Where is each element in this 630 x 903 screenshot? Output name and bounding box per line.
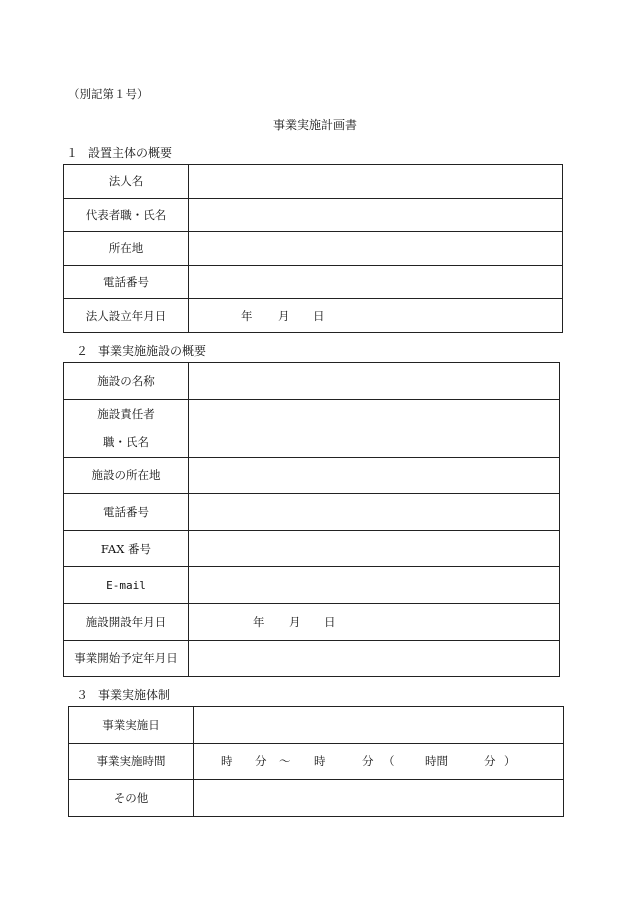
section-3-heading [76,686,170,703]
year-unit: 年 [253,614,265,629]
email-field[interactable] [189,567,560,604]
implementation-hours-field[interactable] [194,743,564,780]
facility-phone-field[interactable] [189,494,560,531]
end-hour-unit: 時 [314,754,326,769]
facility-address-field[interactable] [189,457,560,494]
section-number: ３ [76,688,89,702]
month-unit: 月 [278,308,290,323]
facility-overview-table [63,362,560,677]
table-row [64,363,560,400]
document-title: 事業実施計画書 [272,118,357,132]
reference-label: （別記第１号） [68,87,149,101]
day-unit: 日 [324,614,336,629]
corporation-name-field[interactable] [189,165,563,199]
project-start-date-label: 事業開始予定年月日 [64,640,189,677]
table-row [64,299,563,333]
duration-hours-unit: 時間 [425,754,448,769]
table-row [64,198,563,232]
facility-opening-date-field[interactable] [189,603,560,640]
implementation-structure-table [68,706,564,817]
table-row [64,232,563,266]
end-minute-unit: 分 [362,754,374,769]
table-row [64,399,560,457]
start-hour-unit: 時 [221,754,233,769]
paren-close: ） [504,754,516,769]
fax-field[interactable] [189,530,560,567]
year-unit: 年 [241,308,253,323]
table-row [64,457,560,494]
corporation-overview-table [63,164,563,333]
section-title: 事業実施施設の概要 [98,344,207,358]
section-title: 事業実施体制 [98,688,171,702]
section-1-heading [66,144,172,161]
other-label: その他 [69,780,194,817]
implementation-days-field[interactable] [194,707,564,744]
address-label: 所在地 [64,232,189,266]
table-row [64,494,560,531]
representative-label: 代表者職・氏名 [64,198,189,232]
section-2-heading [76,342,206,359]
facility-manager-label-line2: 職・氏名 [103,435,149,450]
table-row [69,780,564,817]
facility-manager-label [64,399,189,457]
facility-phone-label: 電話番号 [64,494,189,531]
table-row [69,743,564,780]
other-field[interactable] [194,780,564,817]
facility-manager-field[interactable] [189,399,560,457]
start-minute-unit: 分 [255,754,267,769]
section-number: ２ [76,344,89,358]
facility-address-label: 施設の所在地 [64,457,189,494]
table-row [64,603,560,640]
corporation-name-label: 法人名 [64,165,189,199]
establishment-date-field[interactable] [189,299,563,333]
tilde-separator: ～ [279,754,291,769]
facility-name-field[interactable] [189,363,560,400]
phone-field[interactable] [189,265,563,299]
section-title: 設置主体の概要 [88,146,173,160]
table-row [64,640,560,677]
facility-opening-date-label: 施設開設年月日 [64,603,189,640]
implementation-days-label: 事業実施日 [69,707,194,744]
establishment-date-label: 法人設立年月日 [64,299,189,333]
day-unit: 日 [313,308,325,323]
table-row [64,265,563,299]
facility-manager-label-line1: 施設責任者 [97,407,155,422]
table-row [64,530,560,567]
fax-label: FAX 番号 [64,530,189,567]
section-number: １ [66,146,79,160]
phone-label: 電話番号 [64,265,189,299]
representative-field[interactable] [189,198,563,232]
duration-minutes-unit: 分 [484,754,496,769]
table-row [64,567,560,604]
table-row [69,707,564,744]
implementation-hours-label: 事業実施時間 [69,743,194,780]
paren-open: （ [383,754,395,769]
month-unit: 月 [289,614,301,629]
address-field[interactable] [189,232,563,266]
facility-name-label: 施設の名称 [64,363,189,400]
email-label: E-mail [64,567,189,604]
project-start-date-field[interactable] [189,640,560,677]
table-row [64,165,563,199]
